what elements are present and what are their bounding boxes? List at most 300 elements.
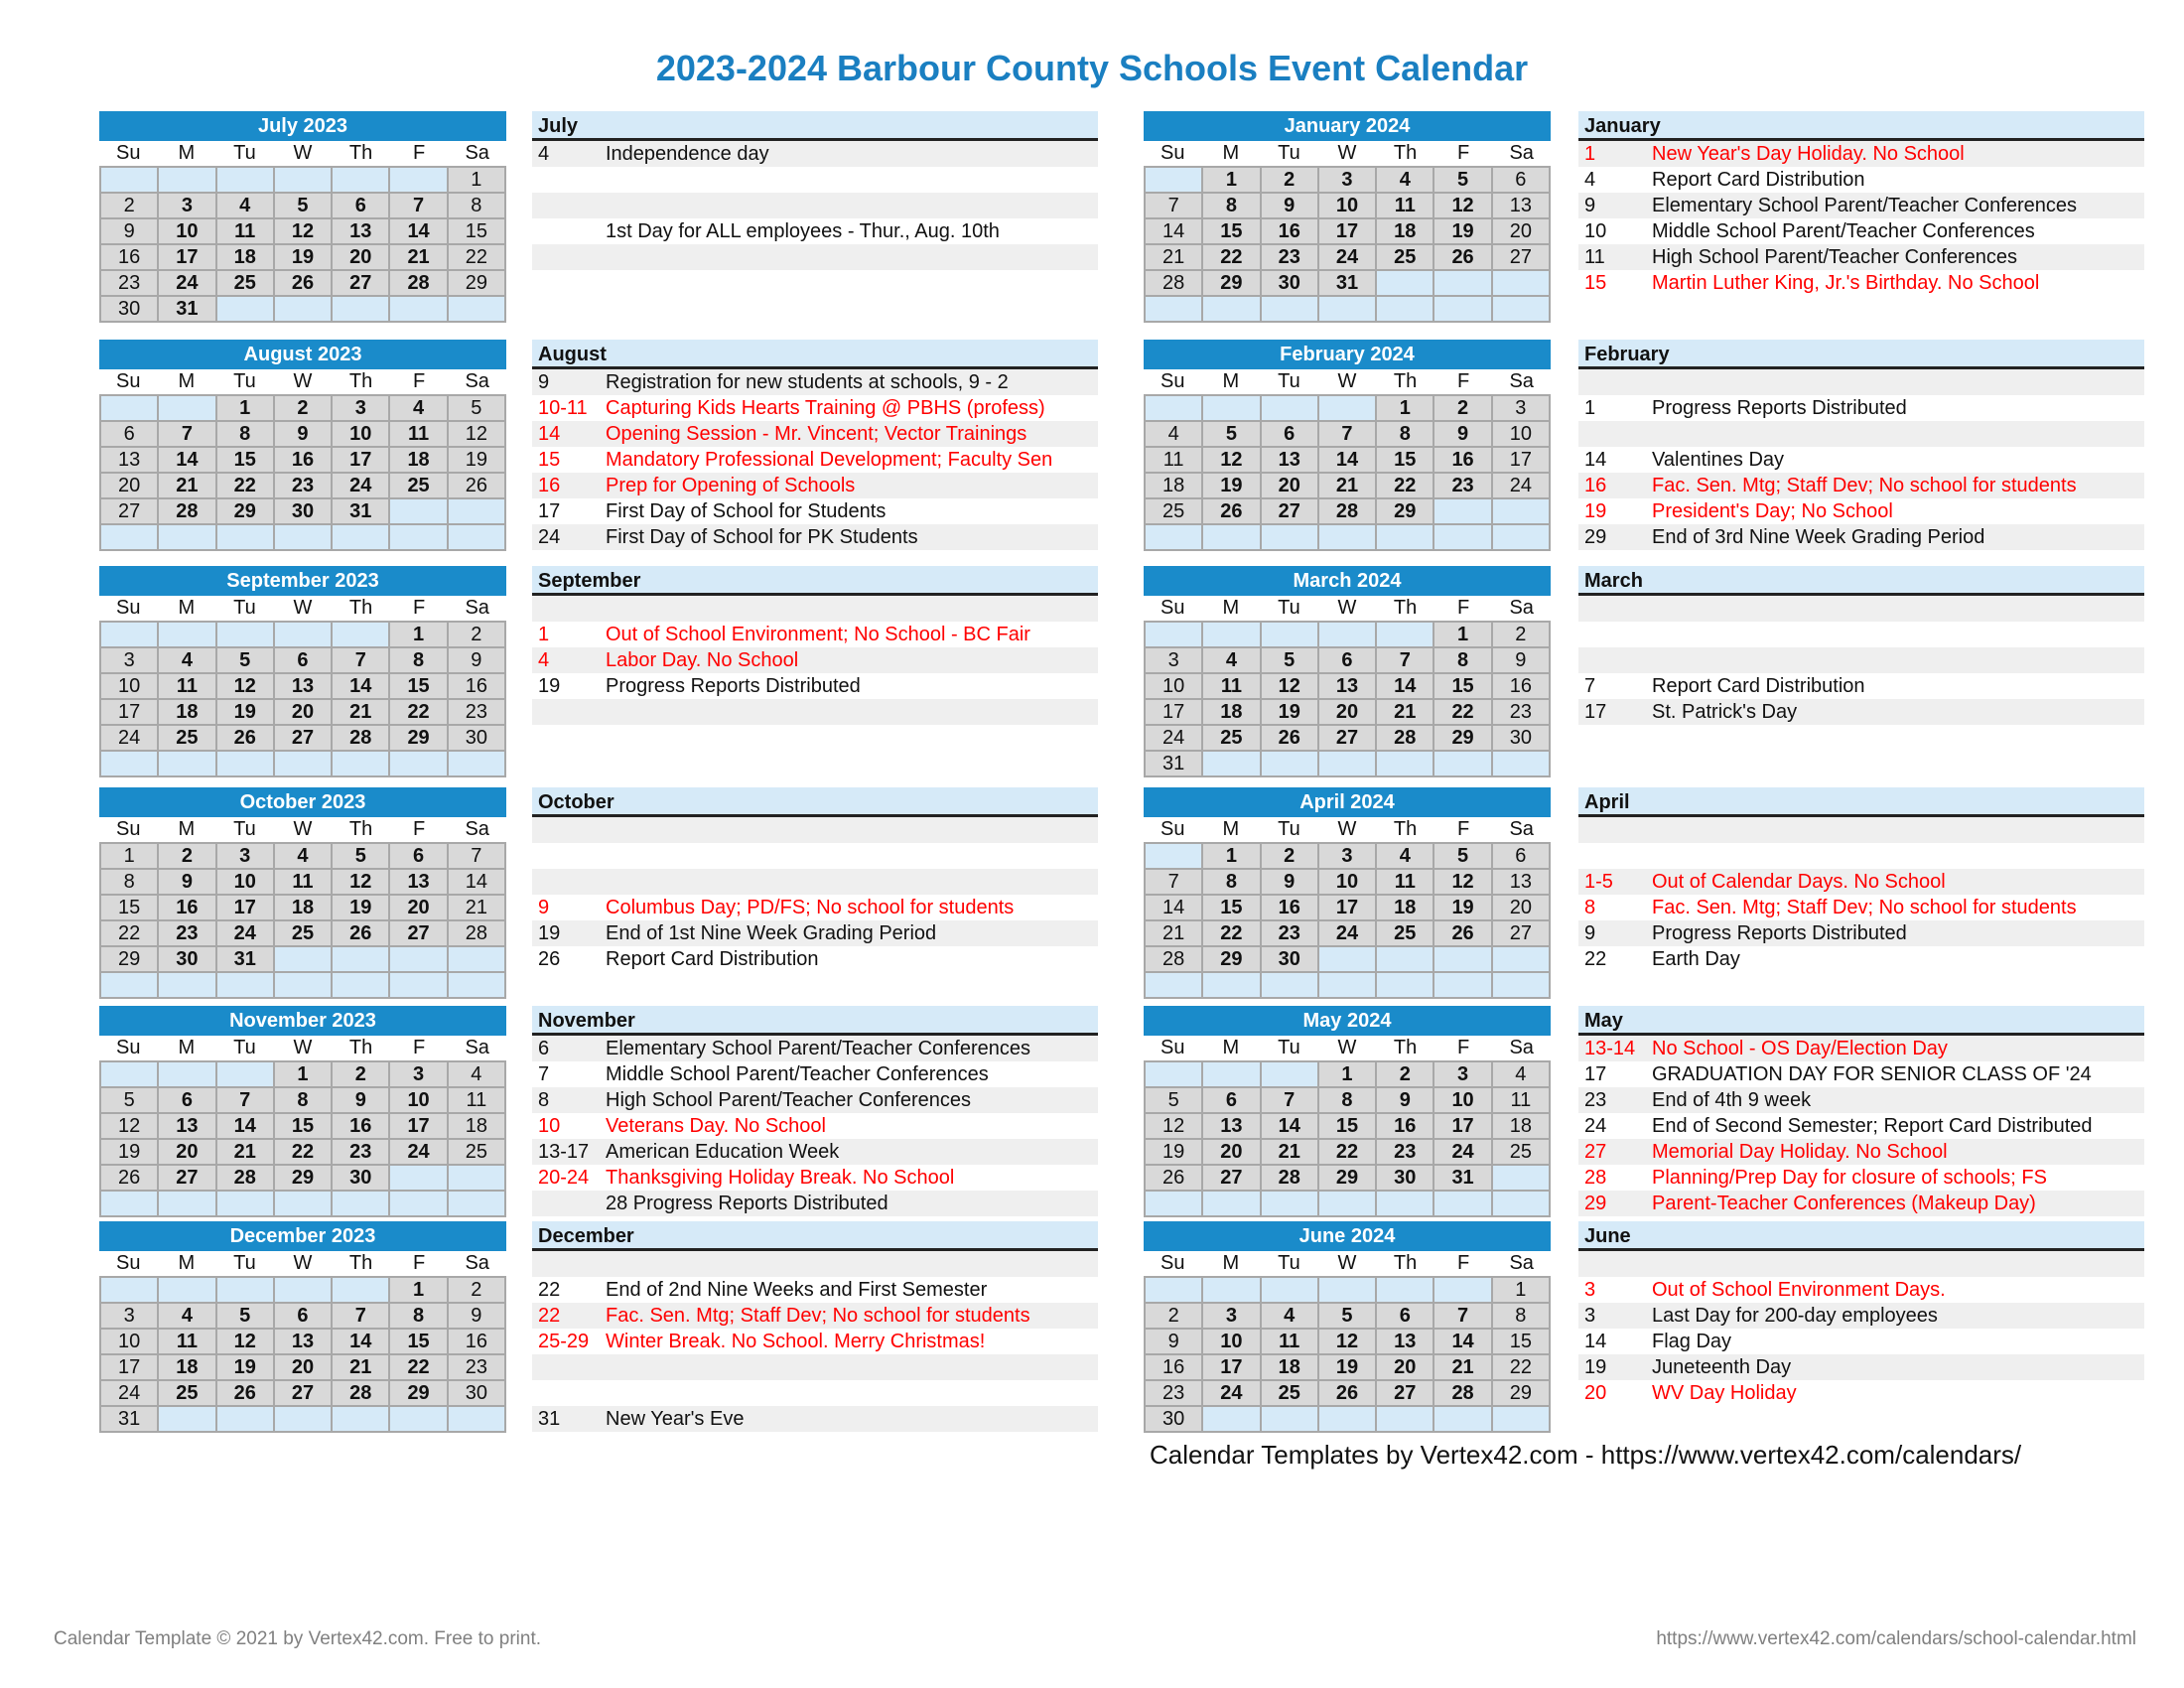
event-date	[1578, 647, 1652, 673]
event-date: 29	[1584, 1193, 1607, 1214]
day-cell: 21	[333, 1355, 390, 1381]
event-text: President's Day; No School	[1652, 500, 1893, 522]
event-row	[1578, 395, 2144, 421]
empty-day-cell	[217, 623, 275, 648]
events-april-2024	[1578, 787, 2144, 972]
empty-day-cell	[449, 973, 506, 999]
empty-day-cell	[449, 1407, 506, 1433]
day-cell: 26	[275, 271, 333, 297]
footer-copyright: Calendar Template © 2021 by Vertex42.com. Free to print.	[54, 1628, 542, 1649]
event-text	[1652, 622, 2144, 647]
day-cell: 2	[101, 194, 159, 219]
weekday-label: W	[1337, 597, 1357, 619]
event-text: Fac. Sen. Mtg; Staff Dev; No school for students	[1652, 475, 2077, 496]
day-cell: 23	[1262, 245, 1319, 271]
day-cell: 26	[1262, 726, 1319, 752]
day-cell: 18	[1377, 219, 1434, 245]
event-date	[1578, 622, 1652, 647]
day-grid	[1144, 1276, 1551, 1433]
day-cell: 3	[217, 844, 275, 870]
weekday-label: W	[293, 818, 313, 840]
weekday-label: Th	[348, 142, 373, 164]
event-row	[1578, 524, 2144, 550]
day-cell: 19	[101, 1140, 159, 1166]
day-cell: 3	[101, 1304, 159, 1330]
mini-calendar-title: December 2023	[99, 1221, 506, 1251]
day-cell: 1	[1203, 168, 1261, 194]
event-row	[532, 270, 1098, 296]
day-cell: 25	[449, 1140, 506, 1166]
day-cell: 14	[1319, 448, 1377, 474]
day-cell: 23	[159, 921, 216, 947]
empty-day-cell	[1493, 271, 1551, 297]
empty-day-cell	[159, 396, 216, 422]
event-date	[1578, 725, 1652, 751]
day-cell: 12	[1434, 194, 1492, 219]
mini-calendar-april-2024	[1144, 787, 1551, 999]
empty-day-cell	[217, 297, 275, 323]
day-cell: 19	[449, 448, 506, 474]
empty-day-cell	[390, 499, 448, 525]
day-cell: 28	[1434, 1381, 1492, 1407]
mini-calendar-title: January 2024	[1144, 111, 1551, 141]
day-cell: 17	[217, 896, 275, 921]
day-cell: 6	[1377, 1304, 1434, 1330]
empty-day-cell	[1493, 525, 1551, 551]
day-cell: 7	[1146, 194, 1203, 219]
event-row	[1578, 473, 2144, 498]
day-cell: 24	[101, 726, 159, 752]
event-date: 3	[1584, 1305, 1596, 1327]
day-cell: 16	[1262, 896, 1319, 921]
empty-day-cell	[390, 752, 448, 777]
day-cell: 22	[1203, 245, 1261, 271]
day-cell: 17	[1434, 1114, 1492, 1140]
day-cell: 7	[1434, 1304, 1492, 1330]
day-cell: 20	[390, 896, 448, 921]
event-row	[1578, 369, 2144, 395]
day-cell: 31	[1146, 752, 1203, 777]
day-cell: 20	[333, 245, 390, 271]
day-cell: 9	[1262, 194, 1319, 219]
day-cell: 24	[1319, 245, 1377, 271]
events-august-2023	[532, 340, 1098, 550]
day-cell: 17	[390, 1114, 448, 1140]
empty-day-cell	[1203, 1407, 1261, 1433]
day-cell: 7	[333, 648, 390, 674]
empty-day-cell	[1434, 499, 1492, 525]
weekday-label: W	[1337, 370, 1357, 392]
day-cell: 12	[333, 870, 390, 896]
day-cell: 3	[1493, 396, 1551, 422]
empty-day-cell	[1493, 947, 1551, 973]
day-cell: 6	[275, 1304, 333, 1330]
event-row	[532, 141, 1098, 167]
event-date: 31	[538, 1408, 561, 1430]
weekday-label: M	[178, 1252, 196, 1274]
weekday-label: Tu	[233, 1252, 256, 1274]
weekday-label: Tu	[1278, 1252, 1300, 1274]
event-date: 17	[1584, 1063, 1607, 1085]
day-cell: 15	[390, 674, 448, 700]
day-cell: 17	[1146, 700, 1203, 726]
mini-calendar-title: October 2023	[99, 787, 506, 817]
event-text: New Year's Eve	[606, 1408, 745, 1430]
weekday-label: Th	[348, 597, 373, 619]
day-cell: 7	[1319, 422, 1377, 448]
event-text: Middle School Parent/Teacher Conferences	[1652, 220, 2035, 242]
empty-day-cell	[101, 168, 159, 194]
event-text	[606, 1380, 1098, 1406]
day-cell: 30	[449, 726, 506, 752]
empty-day-cell	[1434, 1278, 1492, 1304]
day-cell: 12	[217, 674, 275, 700]
event-row	[1578, 596, 2144, 622]
day-cell: 13	[333, 219, 390, 245]
day-cell: 10	[101, 1330, 159, 1355]
day-cell: 8	[1434, 648, 1492, 674]
day-cell: 10	[1203, 1330, 1261, 1355]
weekday-header	[99, 596, 506, 621]
template-credit: Calendar Templates by Vertex42.com - https://www.vertex42.com/calendars/	[1150, 1440, 2022, 1470]
day-grid	[1144, 621, 1551, 777]
day-cell: 2	[449, 623, 506, 648]
events-november-2023	[532, 1006, 1098, 1216]
day-cell: 27	[1377, 1381, 1434, 1407]
day-cell: 2	[333, 1062, 390, 1088]
day-cell: 27	[1319, 726, 1377, 752]
empty-day-cell	[390, 947, 448, 973]
event-text	[1652, 725, 2144, 751]
event-text: 28 Progress Reports Distributed	[606, 1193, 888, 1214]
day-cell: 15	[1493, 1330, 1551, 1355]
empty-day-cell	[1146, 844, 1203, 870]
day-cell: 18	[159, 1355, 216, 1381]
event-row	[532, 1406, 1098, 1432]
empty-day-cell	[449, 499, 506, 525]
weekday-label: Th	[348, 1252, 373, 1274]
day-cell: 7	[390, 194, 448, 219]
event-date: 19	[538, 675, 561, 697]
event-row	[532, 843, 1098, 869]
event-text: Out of School Environment; No School - BC Fair	[606, 624, 1030, 645]
event-date	[532, 1251, 606, 1277]
day-cell: 26	[1434, 921, 1492, 947]
event-row	[1578, 699, 2144, 725]
day-cell: 5	[1203, 422, 1261, 448]
event-text: Martin Luther King, Jr.'s Birthday. No School	[1652, 272, 2040, 294]
empty-day-cell	[333, 973, 390, 999]
weekday-label: Th	[1393, 597, 1418, 619]
event-row	[1578, 1303, 2144, 1329]
day-cell: 11	[1377, 194, 1434, 219]
mini-calendar-september-2023	[99, 566, 506, 777]
empty-day-cell	[1146, 1192, 1203, 1217]
day-cell: 29	[1377, 499, 1434, 525]
weekday-label: F	[413, 818, 426, 840]
event-date: 10-11	[538, 397, 588, 419]
day-cell: 7	[449, 844, 506, 870]
day-cell: 27	[275, 726, 333, 752]
event-date	[1578, 421, 1652, 447]
day-cell: 11	[1262, 1330, 1319, 1355]
day-cell: 11	[159, 674, 216, 700]
event-date: 1	[1584, 143, 1596, 165]
weekday-header	[99, 1251, 506, 1276]
event-date: 20	[1584, 1382, 1607, 1404]
empty-day-cell	[1377, 271, 1434, 297]
empty-day-cell	[1377, 973, 1434, 999]
event-text: Independence day	[606, 143, 769, 165]
empty-day-cell	[159, 525, 216, 551]
event-row	[1578, 167, 2144, 193]
day-cell: 31	[333, 499, 390, 525]
day-cell: 3	[333, 396, 390, 422]
day-cell: 4	[275, 844, 333, 870]
day-cell: 29	[217, 499, 275, 525]
day-cell: 11	[1377, 870, 1434, 896]
day-cell: 17	[1319, 896, 1377, 921]
mini-calendar-title: November 2023	[99, 1006, 506, 1036]
weekday-header	[99, 817, 506, 842]
mini-calendar-july-2023	[99, 111, 506, 323]
event-text: Out of Calendar Days. No School	[1652, 871, 1946, 893]
event-text: Progress Reports Distributed	[1652, 397, 1907, 419]
weekday-label: Sa	[1509, 597, 1534, 619]
day-cell: 26	[217, 1381, 275, 1407]
event-date: 13-14	[1584, 1038, 1636, 1059]
day-cell: 20	[275, 700, 333, 726]
day-cell: 15	[1203, 219, 1261, 245]
weekday-label: F	[1457, 597, 1470, 619]
event-row	[1578, 1139, 2144, 1165]
day-cell: 4	[1146, 422, 1203, 448]
empty-day-cell	[1146, 1062, 1203, 1088]
day-cell: 10	[1434, 1088, 1492, 1114]
day-cell: 1	[1203, 844, 1261, 870]
empty-day-cell	[1493, 973, 1551, 999]
event-row	[1578, 869, 2144, 895]
day-cell: 24	[390, 1140, 448, 1166]
empty-day-cell	[1434, 973, 1492, 999]
empty-day-cell	[1203, 525, 1261, 551]
empty-day-cell	[159, 1407, 216, 1433]
day-cell: 21	[159, 474, 216, 499]
event-date: 15	[538, 449, 561, 471]
weekday-header	[1144, 1251, 1551, 1276]
event-row	[532, 1036, 1098, 1061]
day-cell: 13	[1377, 1330, 1434, 1355]
day-cell: 15	[217, 448, 275, 474]
weekday-label: F	[1457, 142, 1470, 164]
day-cell: 28	[217, 1166, 275, 1192]
day-cell: 29	[390, 1381, 448, 1407]
day-cell: 1	[390, 623, 448, 648]
event-row	[532, 524, 1098, 550]
mini-calendar-title: March 2024	[1144, 566, 1551, 596]
event-text: Planning/Prep Day for closure of schools; FS	[1652, 1167, 2047, 1189]
day-cell: 23	[1377, 1140, 1434, 1166]
weekday-label: Tu	[233, 597, 256, 619]
day-cell: 27	[101, 499, 159, 525]
day-cell: 8	[390, 648, 448, 674]
day-cell: 23	[275, 474, 333, 499]
day-cell: 14	[1146, 896, 1203, 921]
event-row	[1578, 1380, 2144, 1406]
day-cell: 2	[1262, 844, 1319, 870]
empty-day-cell	[1493, 297, 1551, 323]
event-date: 19	[1584, 500, 1607, 522]
day-cell: 14	[333, 1330, 390, 1355]
event-date	[532, 270, 606, 296]
events-march-2024	[1578, 566, 2144, 751]
empty-day-cell	[1319, 623, 1377, 648]
day-cell: 1	[217, 396, 275, 422]
day-cell: 16	[1377, 1114, 1434, 1140]
day-cell: 31	[1434, 1166, 1492, 1192]
weekday-label: F	[1457, 370, 1470, 392]
empty-day-cell	[1262, 525, 1319, 551]
mini-calendar-title: May 2024	[1144, 1006, 1551, 1036]
day-cell: 16	[1493, 674, 1551, 700]
event-row	[532, 447, 1098, 473]
events-month-label: March	[1578, 566, 2144, 596]
day-cell: 7	[1377, 648, 1434, 674]
page-title: 2023-2024 Barbour County Schools Event Calendar	[655, 48, 1529, 88]
day-cell: 25	[1377, 921, 1434, 947]
event-row	[1578, 447, 2144, 473]
events-september-2023	[532, 566, 1098, 751]
day-cell: 15	[1377, 448, 1434, 474]
event-row	[532, 817, 1098, 843]
event-date	[532, 869, 606, 895]
day-cell: 5	[101, 1088, 159, 1114]
empty-day-cell	[333, 168, 390, 194]
empty-day-cell	[1203, 973, 1261, 999]
day-cell: 23	[101, 271, 159, 297]
event-text: New Year's Day Holiday. No School	[1652, 143, 1965, 165]
empty-day-cell	[1434, 1192, 1492, 1217]
day-cell: 28	[1146, 271, 1203, 297]
event-date: 13-17	[538, 1141, 590, 1163]
day-cell: 28	[449, 921, 506, 947]
day-cell: 13	[1493, 870, 1551, 896]
empty-day-cell	[217, 1192, 275, 1217]
event-text	[606, 817, 1098, 843]
events-october-2023	[532, 787, 1098, 972]
weekday-label: Sa	[1509, 1252, 1534, 1274]
empty-day-cell	[1377, 623, 1434, 648]
weekday-label: Sa	[465, 818, 489, 840]
event-date: 14	[1584, 449, 1607, 471]
day-cell: 16	[159, 896, 216, 921]
day-cell: 1	[275, 1062, 333, 1088]
day-cell: 27	[275, 1381, 333, 1407]
empty-day-cell	[101, 1192, 159, 1217]
event-text: Thanksgiving Holiday Break. No School	[606, 1167, 955, 1189]
event-date	[1578, 843, 1652, 869]
day-cell: 5	[333, 844, 390, 870]
day-cell: 13	[275, 1330, 333, 1355]
event-date	[532, 244, 606, 270]
event-text: Report Card Distribution	[606, 948, 819, 970]
day-cell: 10	[217, 870, 275, 896]
weekday-header	[1144, 817, 1551, 842]
event-text	[1652, 421, 2144, 447]
empty-day-cell	[333, 525, 390, 551]
day-cell: 12	[101, 1114, 159, 1140]
day-cell: 11	[390, 422, 448, 448]
empty-day-cell	[1319, 396, 1377, 422]
weekday-header	[99, 369, 506, 394]
day-cell: 28	[1377, 726, 1434, 752]
day-cell: 25	[275, 921, 333, 947]
day-cell: 22	[275, 1140, 333, 1166]
event-date: 9	[1584, 922, 1596, 944]
day-cell: 14	[333, 674, 390, 700]
day-cell: 19	[1319, 1355, 1377, 1381]
empty-day-cell	[1262, 1062, 1319, 1088]
empty-day-cell	[159, 623, 216, 648]
day-cell: 14	[390, 219, 448, 245]
day-cell: 1	[1434, 623, 1492, 648]
event-date: 20-24	[538, 1167, 590, 1189]
events-month-label: October	[532, 787, 1098, 817]
day-cell: 5	[1146, 1088, 1203, 1114]
event-date	[532, 167, 606, 193]
empty-day-cell	[333, 1278, 390, 1304]
day-cell: 13	[1319, 674, 1377, 700]
empty-day-cell	[1377, 525, 1434, 551]
event-text: Middle School Parent/Teacher Conferences	[606, 1063, 989, 1085]
day-cell: 29	[1493, 1381, 1551, 1407]
weekday-label: F	[413, 1037, 426, 1058]
day-cell: 6	[1493, 844, 1551, 870]
day-cell: 27	[333, 271, 390, 297]
empty-day-cell	[1262, 1192, 1319, 1217]
day-cell: 20	[1377, 1355, 1434, 1381]
day-cell: 24	[333, 474, 390, 499]
weekday-label: W	[293, 1037, 313, 1058]
day-cell: 24	[1146, 726, 1203, 752]
day-cell: 6	[1262, 422, 1319, 448]
weekday-label: W	[293, 1252, 313, 1274]
day-cell: 3	[390, 1062, 448, 1088]
empty-day-cell	[1377, 1407, 1434, 1433]
weekday-label: Su	[1160, 1037, 1185, 1058]
weekday-label: Sa	[465, 1252, 489, 1274]
day-cell: 17	[101, 1355, 159, 1381]
day-cell: 18	[217, 245, 275, 271]
day-cell: 17	[159, 245, 216, 271]
day-cell: 17	[1319, 219, 1377, 245]
day-cell: 4	[1493, 1062, 1551, 1088]
day-cell: 9	[333, 1088, 390, 1114]
day-cell: 2	[1262, 168, 1319, 194]
day-cell: 21	[449, 896, 506, 921]
day-cell: 21	[333, 700, 390, 726]
day-cell: 29	[275, 1166, 333, 1192]
day-cell: 21	[1377, 700, 1434, 726]
event-row	[1578, 270, 2144, 296]
day-cell: 30	[159, 947, 216, 973]
weekday-label: Sa	[465, 370, 489, 392]
day-cell: 5	[217, 648, 275, 674]
day-cell: 20	[275, 1355, 333, 1381]
day-cell: 20	[1319, 700, 1377, 726]
event-row	[532, 1354, 1098, 1380]
empty-day-cell	[1319, 1278, 1377, 1304]
